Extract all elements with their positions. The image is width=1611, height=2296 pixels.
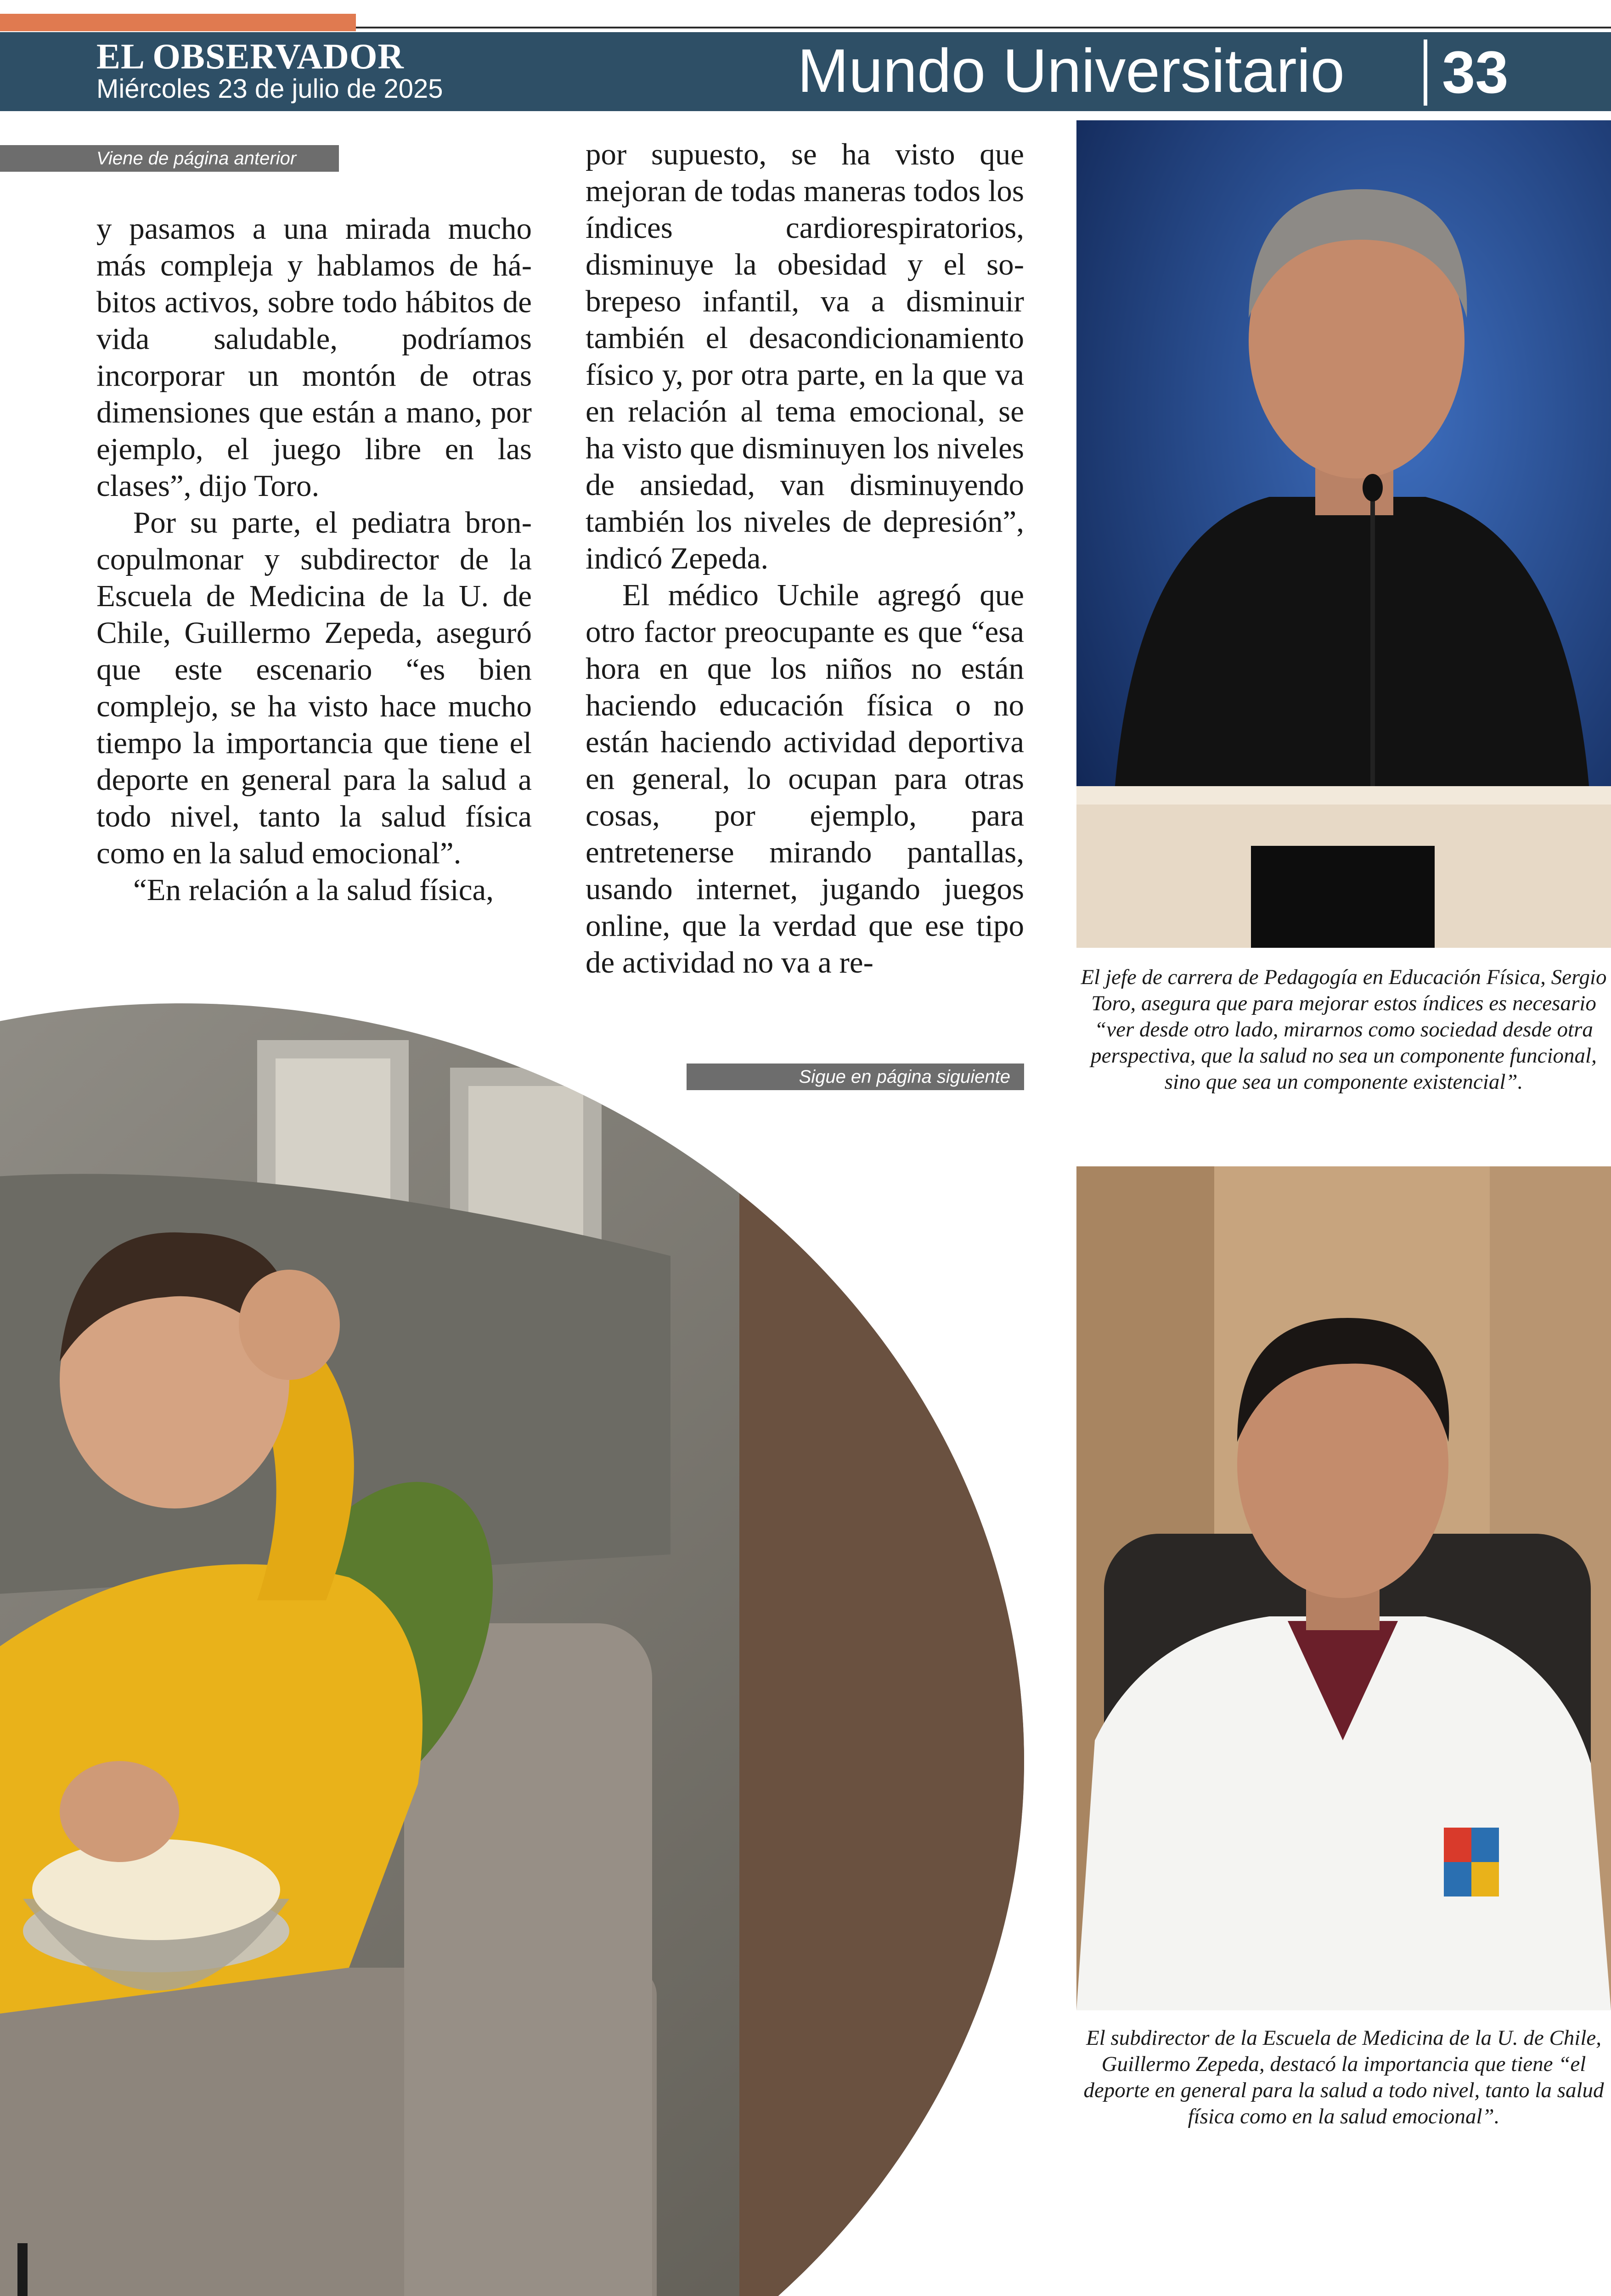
paragraph: El médico Uchile agregó que otro factor preocupante es que “esa hora en que los niños no están haciendo educación física o no están haciendo actividad deportiva en general, lo ocupan para otras cosas, por ejemplo, para entretenerse mirando pantallas, usando internet, jugando juegos online, que la verdad que ese tipo de actividad no va a re- — [586, 578, 1024, 979]
boy-on-sofa-photo — [0, 1003, 1024, 2296]
newspaper-name: EL OBSERVADOR — [96, 36, 404, 76]
paragraph: por supuesto, se ha visto que mejoran de todas maneras todos los índices cardiorespiratorios, disminuye la obesidad y el sobrepeso infantil, va a disminuir también el desacondicionamiento físico y, por otra parte, en la que va en relación al tema emocional, se ha visto que disminuyen los niveles de ansiedad, van disminuyendo también los niveles de depresión”, indicó Zepeda. — [586, 137, 1024, 575]
guillermo-zepeda-photo — [1076, 1166, 1611, 2010]
sergio-toro-photo — [1076, 120, 1611, 948]
photo-caption-zepeda: El subdirector de la Escuela de Medicina de la U. de Chile, Guillermo Zepeda, destacó la importancia que tiene “el deporte en general para la salud a todo nivel, tanto la salud física como en la salud emocional”. — [1083, 2026, 1604, 2128]
issue-date: Miércoles 23 de julio de 2025 — [96, 74, 443, 104]
section-title: Mundo Universitario — [797, 37, 1345, 105]
continued-from-tag: Viene de página anterior — [0, 145, 339, 172]
article-column-1 — [96, 210, 532, 908]
article-column-2 — [586, 136, 1024, 981]
photo-caption-toro: El jefe de carrera de Pedagogía en Educación Física, Sergio Toro, asegura que para mejorar estos índices es necesario “ver desde otro lado, mirarnos como sociedad desde otra perspectiva, que la salud no sea un componente funcional, sino que sea un componente existencial”. — [1081, 965, 1607, 1094]
paragraph: “En relación a la salud física, — [133, 873, 494, 907]
header-rule — [356, 27, 1611, 28]
header-accent-strip — [0, 14, 356, 31]
paragraph: Por su parte, el pediatra broncopulmonar y subdirector de la Escuela de Medicina de la U. de Chile, Guillermo Zepeda, aseguró que este escenario “es bien complejo, se ha visto hace mucho tiempo la importancia que tiene el deporte en general para la salud a todo nivel, tanto la salud física como en la salud emocional”. — [96, 506, 532, 870]
paragraph: y pasamos a una mirada mucho más compleja y hablamos de hábitos activos, sobre todo hábitos de vida saludable, podríamos incorporar un montón de otras dimensiones que están a mano, por ejemplo, el juego libre en las clases”, dijo Toro. — [96, 212, 532, 503]
continues-on-tag: Sigue en página siguiente — [687, 1064, 1024, 1090]
page-number: 33 — [1442, 39, 1509, 106]
title-divider — [1424, 39, 1427, 106]
